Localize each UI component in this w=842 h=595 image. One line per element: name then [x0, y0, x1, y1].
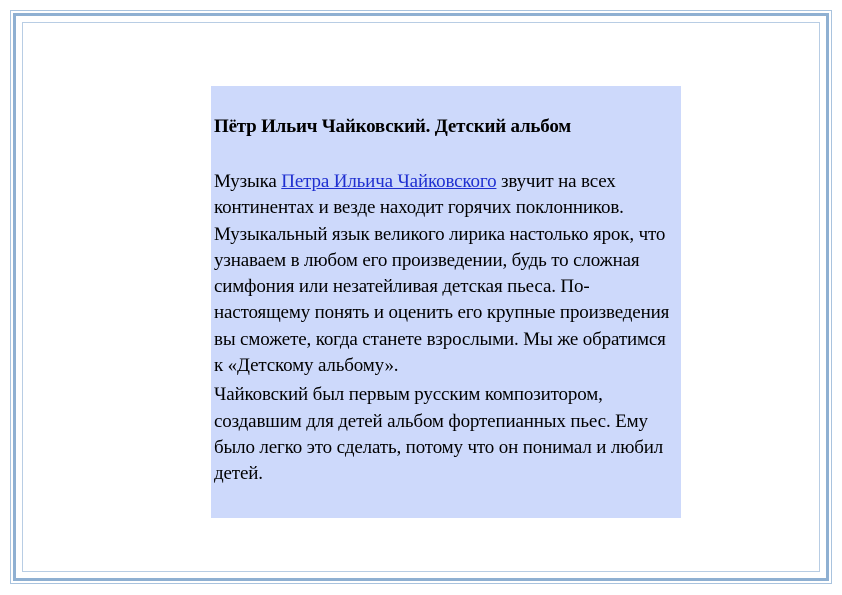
composer-link[interactable]: Петра Ильича Чайковского	[281, 171, 497, 192]
paragraph-intro	[214, 169, 677, 379]
text-panel	[211, 86, 681, 518]
document-title: Пётр Ильич Чайковский. Детский альбом	[214, 116, 572, 137]
paragraph-intro-body: звучит на всех континентах и везде находит горячих поклонников. Музыкальный язык великого лирика настолько ярок, что узнаваем в любом его произведении, будь то сложная симфония или незатейливая детская пьеса. По-настоящему понять и оценить его крупные произведения вы сможете, когда станете взрослыми. Мы же обратимся к «Детскому альбому».	[214, 171, 670, 377]
paragraph-album: Чайковский был первым русским композитором, создавшим для детей альбом фортепианных пьес. Ему было легко это сделать, потому что он понимал и любил детей.	[214, 384, 664, 485]
paragraph-intro-lead: Музыка	[214, 171, 282, 192]
